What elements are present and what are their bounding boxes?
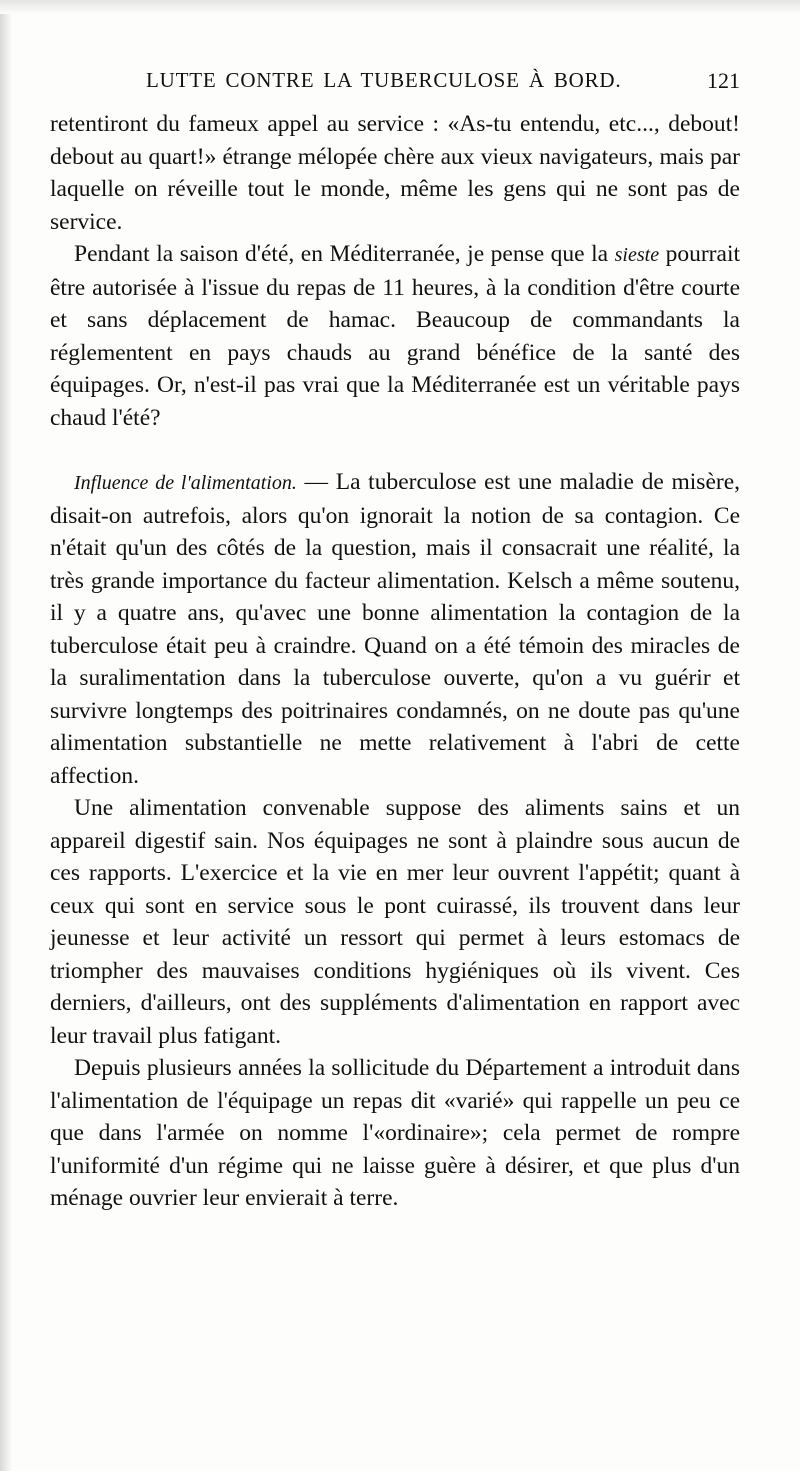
running-title: LUTTE CONTRE LA TUBERCULOSE À BORD. bbox=[146, 68, 622, 92]
paragraph-alimentation bbox=[50, 466, 740, 792]
paragraph-sieste-after: pourrait être autorisée à l'issue du repas de 11 heures, à la condition d'être courte et sans déplacement de hamac. Beaucoup de commandants la réglementent en pays chauds au grand bénéfice de la santé des équipages. Or, n'est-il pas vrai que la Méditerranée est un véritable pays chaud l'été? bbox=[50, 241, 740, 431]
page-header bbox=[146, 68, 740, 102]
paragraph-alimentation-convenable: Une alimentation convenable suppose des aliments sains et un appareil digestif sain. Nos équipages ne sont à plaindre sous aucun de ces rapports. L'exercice et la vie en mer leur ouvrent l'appétit; quant à ceux qui sont en service sous le pont cuirassé, ils trouvent dans leur jeunesse et leur activité un ressort qui permet à leurs estomacs de triompher des mauvaises conditions hygiéniques où ils vivent. Ces derniers, d'ailleurs, ont des suppléments d'alimentation en rapport avec leur travail plus fatigant. bbox=[50, 795, 740, 1049]
paragraph-sieste-before: Pendant la saison d'été, en Méditerranée, je pense que la bbox=[74, 241, 609, 267]
paragraph-repas-varie: Depuis plusieurs années la sollicitude du Département a introduit dans l'alimentation de l'équipage un repas dit «varié» qui rappelle un peu ce que dans l'armée on nomme l'«ordinaire»; cela permet de rompre l'uniformité d'un régime qui ne laisse guère à désirer, et que plus d'un ménage ouvrier leur envierait à terre. bbox=[50, 1055, 740, 1211]
page-top-edge-shadow bbox=[0, 0, 800, 14]
italic-term-sieste: sieste bbox=[614, 244, 660, 266]
paragraph-continued: retentiront du fameux appel au service : «As-tu entendu, etc..., debout! debout au quart!» étrange mélopée chère aux vieux navigateurs, mais par laquelle on réveille tout le monde, même les gens qui ne sont pas de service. bbox=[50, 111, 740, 235]
page-number: 121 bbox=[707, 68, 740, 93]
paragraph-alimentation-text: — La tuberculose est une maladie de misère, disait-on autrefois, alors qu'on ignorait la notion de sa contagion. Ce n'était qu'un des côtés de la question, mais il consacrait une réalité, la très grande importance du facteur alimentation. Kelsch a même soutenu, il y a quatre ans, qu'avec une bonne alimentation la contagion de la tuberculose était peu à craindre. Quand on a été témoin des miracles de la suralimentation dans la tuberculose ouverte, qu'on a vu guérir et survivre longtemps des poitrinaires condamnés, on ne doute pas qu'une alimentation substantielle ne mette relativement à l'abri de cette affection. bbox=[50, 469, 741, 789]
paragraph-sieste bbox=[50, 238, 740, 434]
section-heading-alimentation: Influence de l'alimentation. bbox=[74, 472, 297, 494]
body-text bbox=[50, 108, 740, 1215]
page-left-edge-shadow bbox=[0, 0, 12, 1471]
